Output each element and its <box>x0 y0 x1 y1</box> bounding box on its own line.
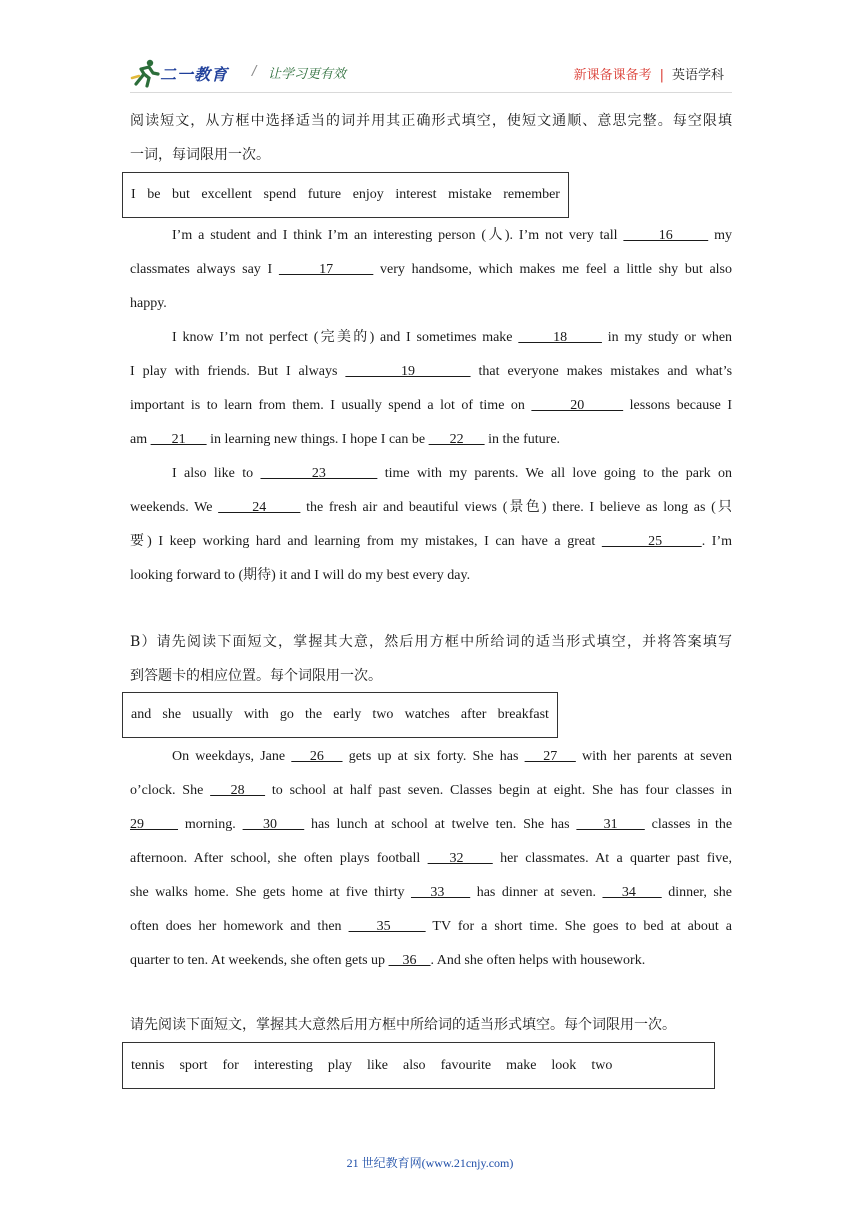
section-b-box-word: the <box>305 707 323 722</box>
blank-31[interactable]: 31 <box>576 817 645 832</box>
section-a-p3-line3: 要) I keep working hard and learning from my mistakes, I can have a great 25 . I’m <box>130 534 733 549</box>
section-a-box-word: future <box>307 187 342 202</box>
passage-text: classes in the <box>651 817 733 832</box>
header-slash: / <box>252 64 257 79</box>
section-b-line-1 <box>130 740 732 774</box>
section-a-p1-line2: classmates always say I 17 very handsome, which makes me feel a little shy but also <box>130 262 732 277</box>
section-a-box-word: be <box>147 187 161 202</box>
passage-text: to school at half past seven. Classes begin at eight. She has four classes in <box>271 783 733 798</box>
section-b-box-word: usually <box>192 707 233 722</box>
passage-text: with her parents at seven <box>582 749 733 764</box>
passage-text: often does her homework and then <box>130 919 342 934</box>
blank-26[interactable]: 26 <box>291 749 343 764</box>
section-b-line-4 <box>130 842 732 876</box>
blank-22[interactable]: 22 <box>428 432 485 447</box>
logo <box>130 56 242 90</box>
blank-32[interactable]: 32 <box>427 851 493 866</box>
section-c-box-word: also <box>403 1057 426 1073</box>
section-a-p2-line2: I play with friends. But I always 19 that everyone makes mistakes and what’s <box>130 364 733 379</box>
section-a-box-word: remember <box>503 187 560 202</box>
header-divider: | <box>659 68 664 83</box>
blank-34[interactable]: 34 <box>602 885 662 900</box>
passage-text: gets up at six forty. She has <box>348 749 519 764</box>
header-slogan: 让学习更有效 <box>268 67 347 82</box>
passage-text: has lunch at school at twelve ten. She has <box>311 817 570 832</box>
section-b-line-7 <box>130 944 732 978</box>
section-c-box-word: look <box>551 1057 577 1073</box>
section-a-p1-line1: I’m a student and I think I’m an interesting person (人). I’m not very tall 16 my <box>172 228 733 243</box>
section-b-line-5 <box>130 876 732 910</box>
section-a-instruction-line1: 阅读短文，从方框中选择适当的词并用其正确形式填空，使短文通顺、意思完整。每空限填 <box>130 113 732 129</box>
blank-28[interactable]: 28 <box>210 783 266 798</box>
runner-logo-icon <box>130 58 160 88</box>
section-c-box-word: tennis <box>131 1057 165 1073</box>
passage-text: quarter to ten. At weekends, she often gets up <box>130 953 386 968</box>
header-subject-label: 英语学科 <box>671 68 724 83</box>
section-b-box-word: with <box>243 707 269 722</box>
section-b-box-word: breakfast <box>497 707 549 722</box>
section-c-box-word: sport <box>179 1057 208 1073</box>
section-a-box-word: mistake <box>448 187 492 202</box>
section-b-line-3 <box>130 808 732 842</box>
passage-text: dinner, she <box>668 885 733 900</box>
blank-30[interactable]: 30 <box>242 817 305 832</box>
blank-33[interactable]: 33 <box>410 885 471 900</box>
section-a-box-word: excellent <box>201 187 252 202</box>
blank-21[interactable]: 21 <box>150 432 207 447</box>
page-footer: 21 世纪教育网(www.21cnjy.com) <box>346 1156 514 1170</box>
section-c-box-word: for <box>222 1057 239 1073</box>
section-a-p2-line1: I know I’m not perfect (完美的) and I sometimes make 18 in my study or when <box>172 330 733 345</box>
blank-25[interactable]: 25 <box>601 534 702 549</box>
passage-text: On weekdays, Jane <box>172 749 286 764</box>
section-a-instruction-line2: 一词，每词限用一次。 <box>130 147 270 163</box>
section-a-p1-line3: happy. <box>130 296 167 311</box>
section-a-p2-line4: am 21 in learning new things. I hope I can be 22 in the future. <box>130 432 561 447</box>
passage-text: . And she often helps with housework. <box>430 953 646 968</box>
blank-23[interactable]: 23 <box>260 466 378 481</box>
section-b-box-word: she <box>162 707 182 722</box>
passage-text: morning. <box>184 817 236 832</box>
section-a-box-word: but <box>171 187 190 202</box>
section-a-p3-line1: I also like to 23 time with my parents. We all love going to the park on <box>172 466 733 481</box>
section-b-box-word: and <box>131 707 152 722</box>
blank-19[interactable]: 19 <box>345 364 471 379</box>
section-c-box-word: favourite <box>440 1057 492 1073</box>
blank-29[interactable]: 29 <box>130 817 179 832</box>
section-c-box-word: interesting <box>253 1057 313 1073</box>
blank-18[interactable]: 18 <box>518 330 602 345</box>
blank-36[interactable]: 36 <box>388 953 431 968</box>
section-a-p3-line4: looking forward to (期待) it and I will do my best every day. <box>130 568 471 583</box>
section-b-box-word: two <box>372 707 394 722</box>
blank-17[interactable]: 17 <box>278 262 374 277</box>
blank-24[interactable]: 24 <box>218 500 301 515</box>
page-header <box>130 56 730 90</box>
section-b-line-6 <box>130 910 732 944</box>
blank-35[interactable]: 35 <box>348 919 426 934</box>
blank-27[interactable]: 27 <box>524 749 576 764</box>
passage-text: she walks home. She gets home at five thirty <box>130 885 405 900</box>
section-c-word-box <box>122 1042 715 1089</box>
passage-text: has dinner at seven. <box>476 885 596 900</box>
section-a-p2-line3: important is to learn from them. I usually spend a lot of time on 20 lessons because I <box>130 398 733 413</box>
section-b-box-word: go <box>279 707 294 722</box>
section-c-box-word: make <box>506 1057 537 1073</box>
section-b-word-box <box>122 692 558 738</box>
blank-20[interactable]: 20 <box>531 398 624 413</box>
header-subject-tag <box>574 64 724 83</box>
section-a-box-word: enjoy <box>352 187 384 202</box>
section-a-box-word: I <box>131 187 136 202</box>
header-course-label: 新课备课备考 <box>573 68 652 83</box>
section-c-box-word: like <box>367 1057 388 1073</box>
section-a-p3-line2: weekends. We 24 the fresh air and beautiful views (景色) there. I believe as long as (只 <box>130 500 733 515</box>
passage-text: o’clock. She <box>130 783 204 798</box>
section-b-line-2 <box>130 774 732 808</box>
section-a-box-word: interest <box>395 187 437 202</box>
passage-text: TV for a short time. She goes to bed at about a <box>432 919 733 934</box>
section-c-instruction: 请先阅读下面短文，掌握其大意然后用方框中所给词的适当形式填空。每个词限用一次。 <box>130 1017 676 1033</box>
passage-text: afternoon. After school, she often plays football <box>130 851 421 866</box>
section-b-box-word: early <box>333 707 362 722</box>
passage-text: her classmates. At a quarter past five, <box>500 851 733 866</box>
blank-16[interactable]: 16 <box>623 228 709 243</box>
section-a-box-word: spend <box>263 187 297 202</box>
header-rule <box>130 92 732 93</box>
section-b-instruction-line1: B）请先阅读下面短文，掌握其大意，然后用方框中所给词的适当形式填空，并将答案填写 <box>130 634 732 650</box>
section-c-box-word: play <box>327 1057 352 1073</box>
section-b-instruction-line2: 到答题卡的相应位置。每个词限用一次。 <box>130 668 382 684</box>
logo-text: 二一教育 <box>160 65 229 84</box>
section-c-box-word: two <box>591 1057 613 1073</box>
section-b-box-word: after <box>460 707 487 722</box>
section-b-box-word: watches <box>404 707 450 722</box>
section-a-word-box <box>122 172 569 218</box>
